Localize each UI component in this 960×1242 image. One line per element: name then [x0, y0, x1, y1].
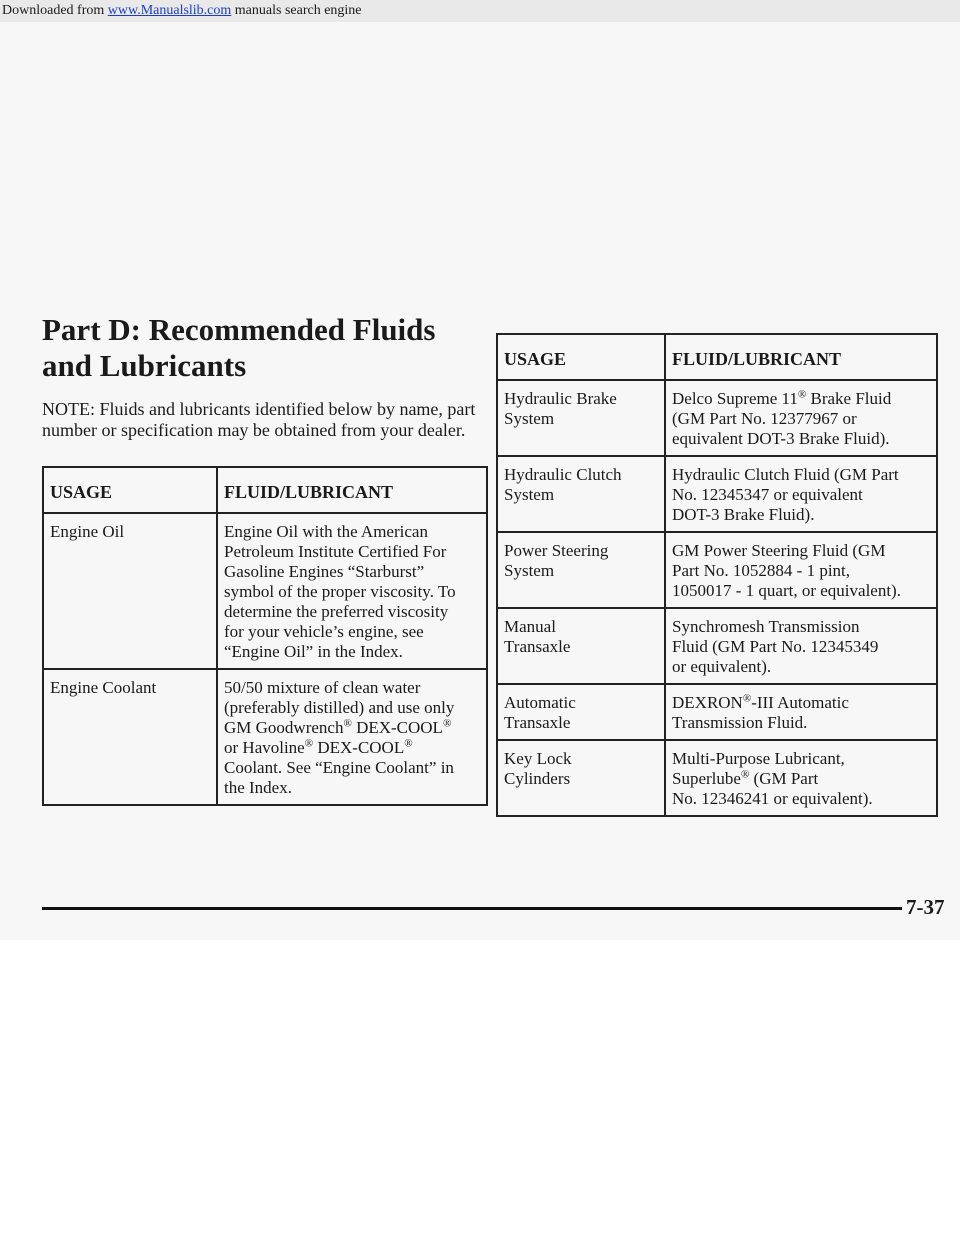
fluid-cell [217, 669, 487, 805]
fluids-table-right [496, 333, 938, 817]
fluid-line: “Engine Oil” in the Index. [224, 642, 403, 661]
fluid-cell [217, 513, 487, 669]
usage-cell: Manual Transaxle [497, 608, 665, 684]
usage-cell: Hydraulic Brake System [497, 380, 665, 456]
fluid-cell: Synchromesh Transmission Fluid (GM Part No. 12345349 or equivalent). [665, 608, 937, 684]
table-header-row [43, 467, 487, 513]
fluid-text: Delco Supreme 11 [672, 389, 798, 408]
title-line-2: and Lubricants [42, 348, 247, 383]
manualslib-link[interactable]: www.Manualslib.com [107, 3, 232, 18]
fluid-text: DEX-COOL [351, 718, 443, 737]
usage-header: USAGE [497, 334, 665, 380]
fluid-cell: Hydraulic Clutch Fluid (GM Part No. 12345347 or equivalent DOT-3 Brake Fluid). [665, 456, 937, 532]
table-row [43, 669, 487, 805]
banner-suffix: manuals search engine [231, 3, 362, 18]
fluid-line: for your vehicle’s engine, see [224, 622, 424, 641]
fluid-text: DEXRON [672, 693, 743, 712]
dealer-note: NOTE: Fluids and lubricants identified below by name, part number or specification may be obtained from your dealer. [42, 399, 476, 440]
fluid-line: determine the preferred viscosity [224, 602, 449, 621]
usage-cell: Automatic Transaxle [497, 684, 665, 740]
fluid-cell: GM Power Steering Fluid (GM Part No. 1052884 - 1 pint, 1050017 - 1 quart, or equivalent). [665, 532, 937, 608]
fluid-text: or Havoline [224, 738, 305, 757]
fluid-text: Coolant. See “Engine Coolant” in the Index. [224, 758, 454, 797]
section-title [42, 312, 462, 384]
fluid-text: DEX-COOL [313, 738, 405, 757]
title-line-1: Part D: Recommended Fluids [42, 312, 436, 347]
fluid-line: Petroleum Institute Certified For [224, 542, 447, 561]
registered-mark: ® [797, 388, 807, 401]
fluid-header: FLUID/LUBRICANT [665, 334, 937, 380]
registered-mark: ® [740, 768, 750, 781]
usage-cell: Key Lock Cylinders [497, 740, 665, 816]
registered-mark: ® [343, 717, 352, 730]
fluid-text: Multi-Purpose Lubricant, Superlube [672, 749, 845, 788]
usage-cell: Engine Coolant [43, 669, 217, 805]
registered-mark: ® [404, 737, 413, 750]
fluid-cell [665, 380, 937, 456]
page-number: 7-37 [906, 895, 945, 919]
fluid-line: Engine Oil with the American [224, 522, 428, 541]
usage-cell: Power Steering System [497, 532, 665, 608]
registered-mark: ® [442, 717, 452, 730]
table-row [497, 532, 937, 608]
footer-rule [42, 907, 902, 910]
fluid-text: -III Automatic Transmission Fluid. [672, 693, 849, 732]
table-row [43, 513, 487, 669]
fluid-text: (GM Part No. 12346241 or equivalent). [672, 769, 873, 808]
fluid-cell [665, 684, 937, 740]
table-row [497, 740, 937, 816]
fluid-text: 50/50 mixture of clean water (preferably distilled) and use only GM Goodwrench [224, 678, 455, 737]
fluid-cell [665, 740, 937, 816]
table-row [497, 456, 937, 532]
table-row [497, 380, 937, 456]
usage-cell: Engine Oil [43, 513, 217, 669]
fluids-table-left [42, 466, 488, 806]
registered-mark: ® [304, 737, 314, 750]
usage-header: USAGE [43, 467, 217, 513]
banner-prefix: Downloaded from [2, 3, 108, 18]
table-header-row [497, 334, 937, 380]
usage-cell: Hydraulic Clutch System [497, 456, 665, 532]
fluid-line: Gasoline Engines “Starburst” [224, 562, 425, 581]
fluid-header: FLUID/LUBRICANT [217, 467, 487, 513]
table-row [497, 684, 937, 740]
registered-mark: ® [742, 692, 752, 705]
fluid-line: symbol of the proper viscosity. To [224, 582, 456, 601]
download-banner [0, 0, 960, 22]
fluid-text: Brake Fluid (GM Part No. 12377967 or equivalent DOT-3 Brake Fluid). [672, 389, 892, 448]
table-row [497, 608, 937, 684]
